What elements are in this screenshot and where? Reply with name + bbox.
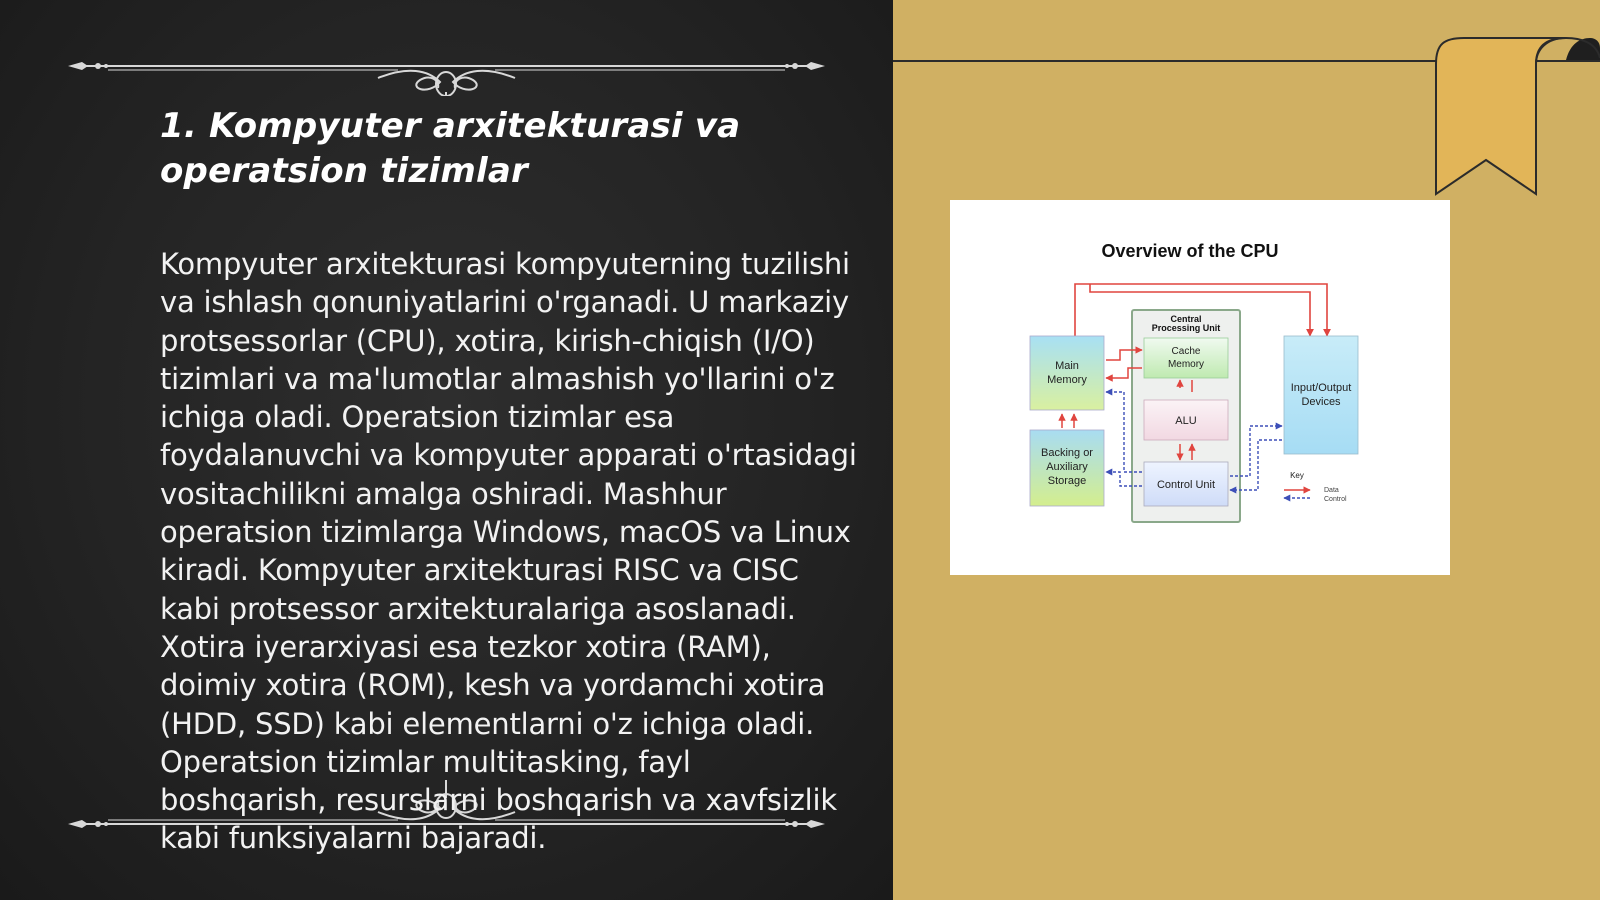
backing-line2: Auxiliary xyxy=(1046,461,1088,473)
io-line1: Input/Output xyxy=(1290,382,1352,394)
io-line2: Devices xyxy=(1301,396,1341,408)
cpu-label-line2: Processing Unit xyxy=(1151,323,1221,333)
slide-body-text: Kompyuter arxitekturasi kompyuterning tuzilishi va ishlash qonuniyatlarini o'rganadi. U markaziy protsessorlar (CPU), xotira, kirish-chiqish (I/O) tizimlari va ma'lumotlar almashish yo'llarini o'z ichiga oladi. Operatsion tizimlar esa foydalanuvchi va kompyuter apparati o'rtasidagi vositachilikni amalga oshiradi. Mashhur operatsion tizimlarga Windows, macOS va Linux kiradi. Kompyuter arxitekturasi RISC va CISC kabi protsessor arxitekturalariga asoslanadi. Xotira iyerarxiyasi esa tezkor xotira (RAM), doimiy xotira (ROM), kesh va yordamchi xotira (HDD, SSD) kabi elementlarni o'z ichiga oladi. Operatsion tizimlar multitasking, fayl boshqarish, resurslarni boshqarish va xavfsizlik kabi funksiyalarni bajaradi. xyxy=(160,247,857,856)
control-unit-label: Control Unit xyxy=(1156,479,1216,491)
backing-line1: Backing or xyxy=(1041,447,1093,459)
backing-line3: Storage xyxy=(1047,475,1087,487)
main-memory-line1: Main xyxy=(1055,360,1079,372)
main-memory-line2: Memory xyxy=(1047,374,1087,386)
alu-label: ALU xyxy=(1175,415,1197,427)
key-control: Control xyxy=(1324,496,1347,503)
slide-title: 1. Kompyuter arxitekturasi va operatsion tizimlar xyxy=(160,106,741,191)
key-label: Key xyxy=(1290,471,1304,480)
cache-line2: Memory xyxy=(1167,359,1205,370)
key-data: Data xyxy=(1324,487,1339,494)
cpu-label-line1: Central xyxy=(1170,314,1202,324)
cache-memory-box xyxy=(1144,338,1228,378)
top-ornament xyxy=(68,36,825,96)
main-memory-box xyxy=(1030,336,1104,410)
diagram-title: Overview of the CPU xyxy=(1101,241,1279,261)
io-devices-box xyxy=(1284,336,1358,454)
cache-line1: Cache xyxy=(1171,346,1201,357)
cpu-overview-figure xyxy=(950,200,1450,575)
bookmark-ribbon-icon xyxy=(1430,30,1600,205)
